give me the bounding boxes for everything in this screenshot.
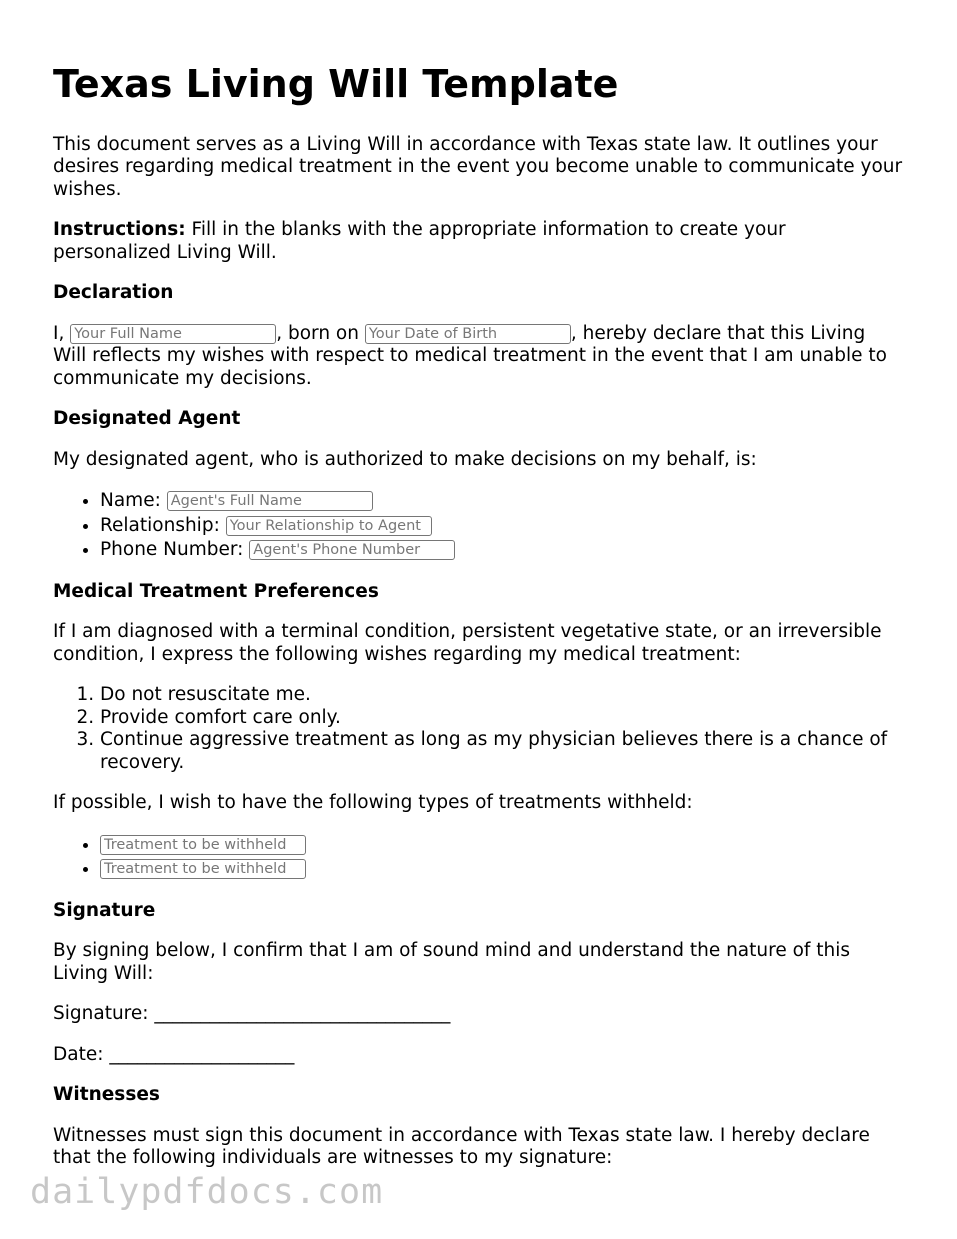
- signature-heading: Signature: [53, 899, 156, 921]
- agent-name-item: [100, 489, 903, 514]
- intro-paragraph: This document serves as a Living Will in accordance with Texas state law. It outlines your desires regarding medical treatment in the event you become unable to communicate your wishes.: [53, 133, 903, 200]
- signature-intro: By signing below, I confirm that I am of sound mind and understand the nature of this Living Will:: [53, 940, 851, 984]
- treatment-intro: If I am diagnosed with a terminal condition, persistent vegetative state, or an irreversible condition, I express the following wishes regarding my medical treatment:: [53, 621, 882, 665]
- document-page: [53, 62, 903, 1188]
- date-line: Date: ____________________: [53, 1043, 295, 1065]
- withheld-list: [53, 833, 903, 882]
- withheld-intro: If possible, I wish to have the following types of treatments withheld:: [53, 792, 693, 814]
- withheld-treatment-input[interactable]: [100, 835, 306, 855]
- full-name-input[interactable]: [70, 324, 276, 344]
- agent-name-label: Name:: [100, 490, 167, 512]
- declaration-heading: Declaration: [53, 282, 174, 304]
- treatment-heading: Medical Treatment Preferences: [53, 580, 379, 602]
- treatment-option: 2. Provide comfort care only.: [100, 707, 903, 730]
- watermark: dailypdfdocs.com: [30, 1172, 384, 1212]
- agent-phone-item: [100, 538, 903, 563]
- agent-relationship-label: Relationship:: [100, 514, 226, 536]
- page-title: Texas Living Will Template: [53, 62, 619, 106]
- agent-heading: Designated Agent: [53, 408, 241, 430]
- instructions-text: Fill in the blanks with the appropriate information to create your personalized Living Will.: [53, 219, 786, 263]
- witnesses-heading: Witnesses: [53, 1084, 160, 1106]
- treatment-options-list: [53, 684, 903, 774]
- declaration-born-on: , born on: [276, 322, 365, 344]
- instructions-label: Instructions:: [53, 219, 186, 241]
- declaration-suffix: , hereby declare that this Living Will reflects my wishes with respect to medical treatment in the event that I am unable to communicate my decisions.: [53, 322, 887, 389]
- agent-name-input[interactable]: [167, 491, 373, 511]
- declaration-paragraph: [53, 323, 903, 391]
- withheld-item: [100, 857, 903, 882]
- withheld-treatment-input[interactable]: [100, 859, 306, 879]
- declaration-prefix: I,: [53, 322, 71, 344]
- signature-line: Signature: ________________________________: [53, 1003, 451, 1025]
- agent-phone-input[interactable]: [249, 540, 455, 560]
- agent-relationship-item: [100, 514, 903, 539]
- witnesses-intro: Witnesses must sign this document in accordance with Texas state law. I hereby declare that the following individuals are witnesses to my signature:: [53, 1124, 870, 1169]
- instructions-paragraph: [53, 219, 903, 264]
- treatment-option: 3. Continue aggressive treatment as long as my physician believes there is a chance of recovery.: [100, 729, 903, 774]
- agent-intro: My designated agent, who is authorized to make decisions on my behalf, is:: [53, 448, 757, 470]
- withheld-item: [100, 833, 903, 858]
- date-of-birth-input[interactable]: [365, 324, 571, 344]
- treatment-option: 1. Do not resuscitate me.: [100, 684, 903, 707]
- agent-phone-label: Phone Number:: [100, 539, 250, 561]
- agent-relationship-input[interactable]: [226, 516, 432, 536]
- agent-fields-list: [53, 489, 903, 563]
